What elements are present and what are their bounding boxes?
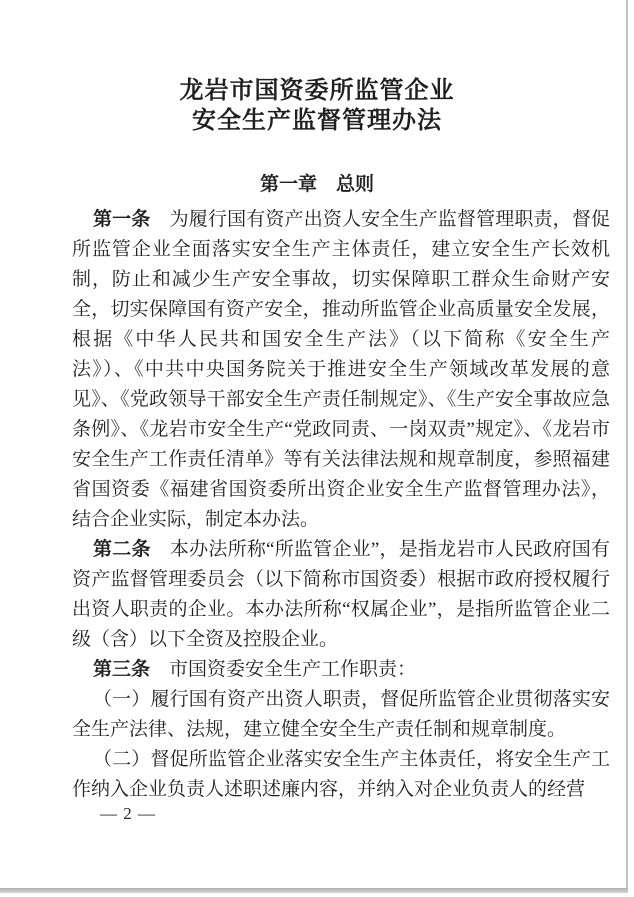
doc-title [0, 0, 634, 136]
doc-title-line-2: 安全生产监督管理办法 [192, 108, 442, 134]
paragraph-text: （一）履行国有资产出资人职责，督促所监管企业贯彻落实安全生产法律、法规，建立健全安全生产责任制和规章制度。 [72, 689, 610, 740]
paragraph-text: 市国资委安全生产工作职责： [150, 659, 417, 680]
paragraph-text: 本办法所称“所监管企业”，是指龙岩市人民政府国有资产监督管理委员会（以下简称市国资委）根据市政府授权履行出资人职责的企业。本办法所称“权属企业”，是指所监管企业二级（含）以下全资及控股企业。 [72, 539, 610, 650]
article-label: 第三条 [93, 659, 151, 680]
paragraph-article-1 [72, 205, 610, 535]
document-body [72, 205, 610, 805]
paragraph-article-2 [72, 535, 610, 655]
page-right-edge [626, 0, 628, 891]
page-bottom-edge [0, 888, 628, 893]
paragraph-item-2 [72, 745, 610, 805]
paragraph-item-1 [72, 685, 610, 745]
paragraph-text: 为履行国有资产出资人安全生产监督管理职责，督促所监管企业全面落实安全生产主体责任，建立安全生产长效机制，防止和减少生产安全事故，切实保障职工群众生命财产安全，切实保障国有资产安全，推动所监管企业高质量安全发展，根据《中华人民共和国安全生产法》（以下简称《安全生产法》）、《中共中央国务院关于推进安全生产领域改革发展的意见》、《党政领导干部安全生产责任制规定》、《生产安全事故应急条例》、《龙岩市安全生产“党政同责、一岗双责”规定》、《龙岩市安全生产工作责任清单》等有关法律法规和规章制度，参照福建省国资委《福建省国资委所出资企业安全生产监督管理办法》，结合企业实际，制定本办法。 [72, 209, 610, 530]
paragraph-article-3 [72, 655, 610, 685]
article-label: 第二条 [93, 539, 151, 560]
paragraph-text: （二）督促所监管企业落实安全生产主体责任，将安全生产工作纳入企业负责人述职述廉内容，并纳入对企业负责人的经营 [72, 749, 610, 800]
page-number: — 2 — [100, 804, 156, 823]
article-label: 第一条 [93, 209, 151, 230]
chapter-heading: 第一章 总则 [259, 174, 374, 195]
doc-title-line-1: 龙岩市国资委所监管企业 [179, 78, 455, 104]
